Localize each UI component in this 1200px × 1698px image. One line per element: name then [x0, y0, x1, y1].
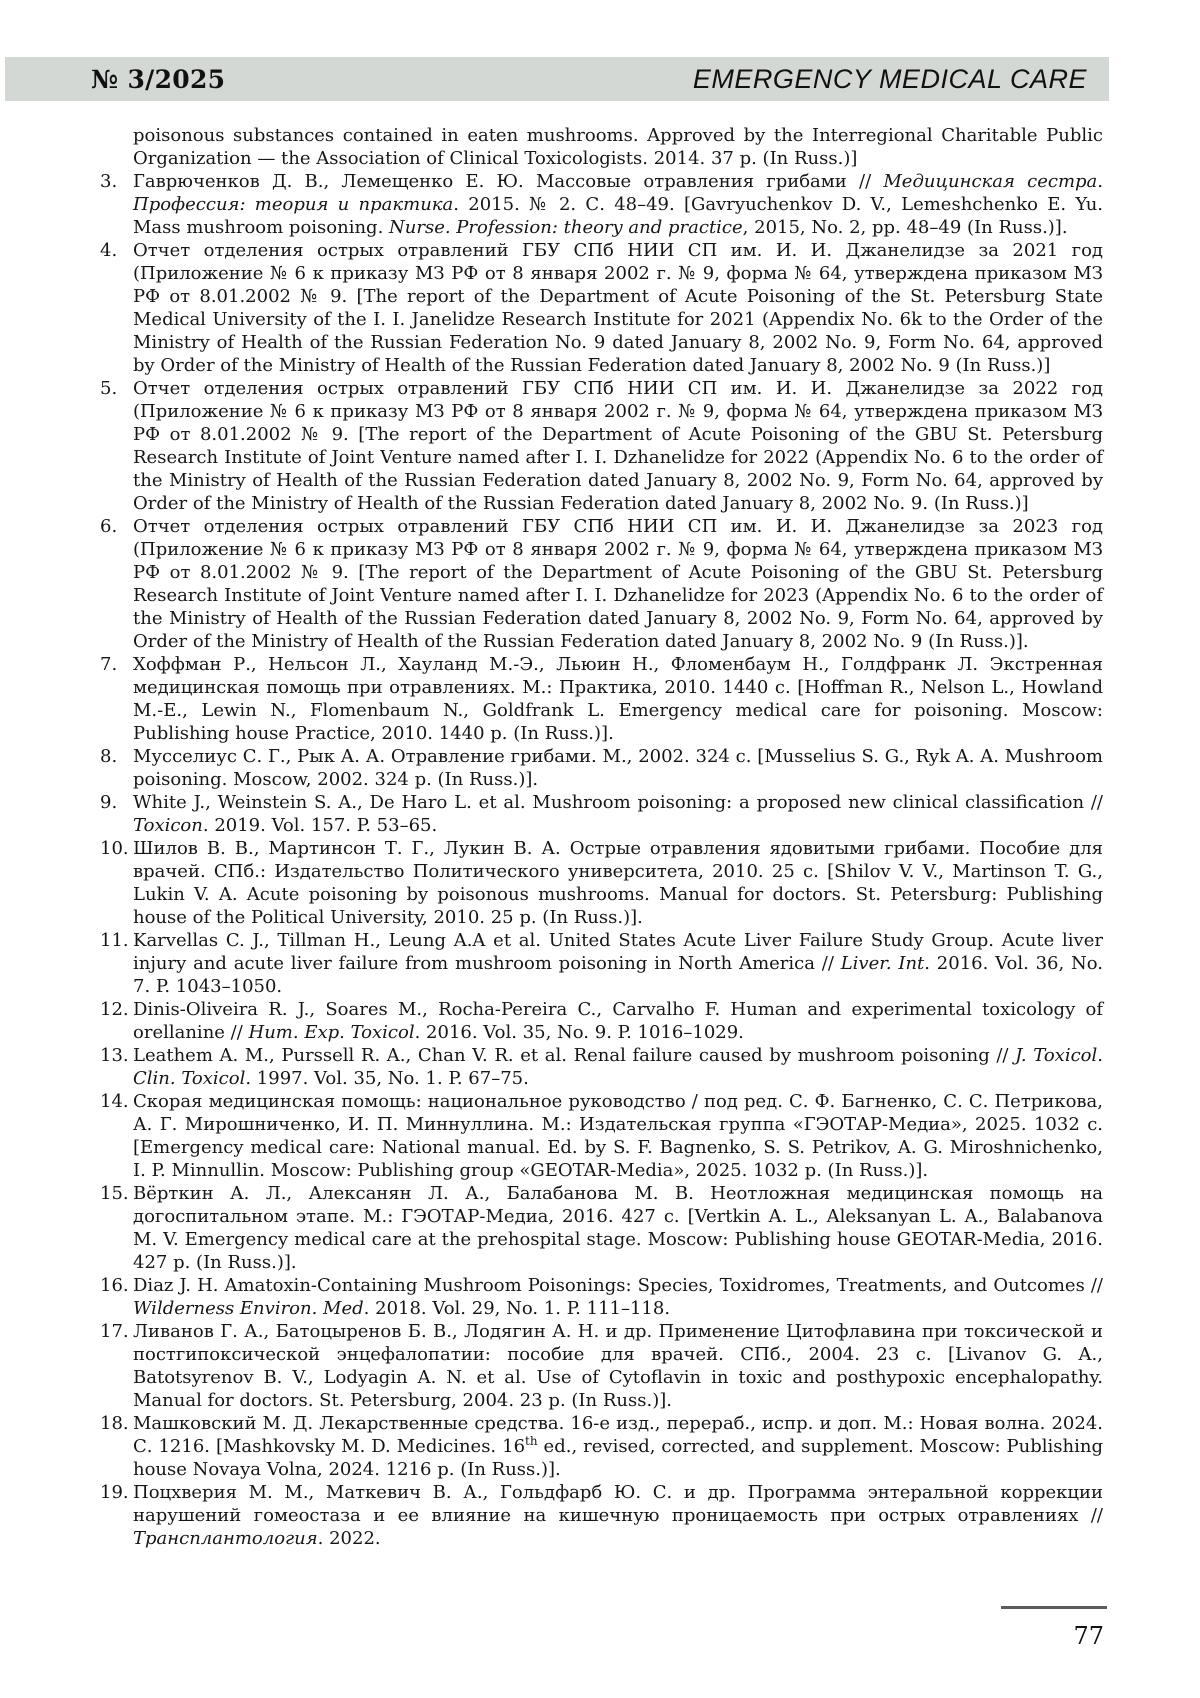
reference-number: 4. [100, 240, 118, 261]
reference-text-run: . 2022. [317, 1528, 381, 1549]
reference-text [133, 1412, 1103, 1481]
reference-text-run: Мусселиус С. Г., Рык А. А. Отравление грибами. М., 2002. 324 с. [Musselius S. G., Ryk A. A. Mushroom poisoning. Moscow, 2002. 324 p. (In Russ.)]. [133, 746, 1103, 790]
reference-number: 10. [100, 838, 129, 859]
reference-number: 11. [100, 930, 129, 951]
reference-text [133, 377, 1103, 515]
reference-text-run: Отчет отделения острых отравлений ГБУ СПб НИИ СП им. И. И. Джанелидзе за 2022 год (Приложение № 6 к приказу МЗ РФ от 8 января 2002 г. № 9, форма № 64, утверждена приказом МЗ РФ от 8.01.2002 № 9. [The report of the Department of Acute Poisoning of the GBU St. Petersburg Research Institute of Joint Venture named after I. I. Dzhanelidze for 2022 (Appendix No. 6 to the order of the Ministry of Health of the Russian Federation dated January 8, 2002 No. 9, Form No. 64, approved by Order of the Ministry of Health of the Russian Federation dated January 8, 2002 No. 9. (In Russ.)] [133, 378, 1103, 514]
reference-text-run: White J., Weinstein S. A., De Haro L. et al. Mushroom poisoning: a proposed new clinical classification // [133, 792, 1103, 813]
reference-text-run: Leathem A. M., Purssell R. A., Chan V. R. et al. Renal failure caused by mushroom poisoning // [133, 1045, 1016, 1066]
reference-number: 9. [100, 792, 118, 813]
reference-number: 15. [100, 1183, 129, 1204]
reference-source-italic: Трансплантология [133, 1528, 318, 1549]
reference-number: 16. [100, 1275, 129, 1296]
reference-text-run: Поцхверия М. М., Маткевич В. А., Гольдфарб Ю. С. и др. Программа энтеральной коррекции нарушений гомеостаза и ее влияние на кишечную проницаемость при острых отравлениях // [133, 1482, 1103, 1526]
reference-source-italic: Liver. Int [840, 953, 925, 974]
page-number: 77 [1073, 1622, 1104, 1650]
reference-source-italic: Toxicon [133, 815, 203, 836]
reference-item [100, 1481, 1103, 1550]
reference-text [133, 1044, 1103, 1090]
reference-text [133, 170, 1103, 239]
reference-item [100, 170, 1103, 239]
reference-source-italic: Wilderness Environ. Med [133, 1298, 364, 1319]
reference-number: 6. [100, 516, 118, 537]
reference-item [100, 929, 1103, 998]
reference-item [100, 837, 1103, 929]
reference-source-italic: Медицинская сестра. Профессия: теория и практика [133, 171, 1104, 215]
reference-item [100, 1274, 1103, 1320]
reference-text-run: Karvellas C. J., Tillman H., Leung A.A et al. United States Acute Liver Failure Study Group. Acute liver injury and acute liver failure from mushroom poisoning in North America // [133, 930, 1103, 974]
reference-item [100, 745, 1103, 791]
reference-text [133, 1481, 1103, 1550]
reference-item [100, 791, 1103, 837]
reference-source-italic: Nurse. Profession: theory and practice [389, 217, 743, 238]
journal-title: EMERGENCY MEDICAL CARE [692, 63, 1087, 94]
reference-text-run: Машковский М. Д. Лекарственные средства. 16-е изд., перераб., испр. и доп. М.: Новая волна. 2024. С. 1216. [Mashkovsky M. D. Medicines. 16 [133, 1413, 1103, 1457]
reference-text-run: . 2016. Vol. 36, No. 7. P. 1043–1050. [133, 953, 1103, 997]
reference-text-run: Ливанов Г. А., Батоцыренов Б. В., Лодягин А. Н. и др. Применение Цитофлавина при токсической и постгипоксической энцефалопатии: пособие для врачей. СПб., 2004. 23 с. [Livanov G. A., Batotsyrenov B. V., Lodyagin A. N. et al. Use of Cytoflavin in toxic and posthypoxic encephalopathy. Manual for doctors. St. Petersburg, 2004. 23 p. (In Russ.)]. [133, 1321, 1103, 1411]
reference-text-run: th [525, 1434, 538, 1448]
reference-text [133, 1182, 1103, 1274]
reference-text [133, 837, 1103, 929]
reference-text-run: ed., revised, corrected, and supplement. Moscow: Publishing house Novaya Volna, 2024. 1216 p. (In Russ.)]. [133, 1436, 1103, 1480]
reference-number: 12. [100, 999, 129, 1020]
reference-text-run: Гаврюченков Д. В., Лемещенко Е. Ю. Массовые отравления грибами // [133, 171, 884, 192]
journal-header-bar [5, 57, 1109, 101]
reference-text [133, 1274, 1103, 1320]
reference-item [100, 1182, 1103, 1274]
reference-source-italic: J. Toxicol. Clin. Toxicol [133, 1045, 1103, 1089]
reference-text-run: . 2019. Vol. 157. P. 53–65. [202, 815, 438, 836]
reference-number: 3. [100, 171, 118, 192]
reference-number: 17. [100, 1321, 129, 1342]
reference-item [100, 239, 1103, 377]
reference-text-run: Отчет отделения острых отравлений ГБУ СПб НИИ СП им. И. И. Джанелидзе за 2023 год (Приложение № 6 к приказу МЗ РФ от 8 января 2002 г. № 9, форма № 64, утверждена приказом МЗ РФ от 8.01.2002 № 9. [The report of the Department of Acute Poisoning of the GBU St. Petersburg Research Institute of Joint Venture named after I. I. Dzhanelidze for 2023 (Appendix No. 6 to the order of the Ministry of Health of the Russian Federation dated January 8, 2002 No. 9, Form No. 64, approved by Order of the Ministry of Health of the Russian Federation dated January 8, 2002 No. 9 (In Russ.)]. [133, 516, 1103, 652]
reference-text [133, 791, 1103, 837]
reference-text-run: Шилов В. В., Мартинсон Т. Г., Лукин В. А. Острые отравления ядовитыми грибами. Пособие для врачей. СПб.: Издательство Политического университета, 2010. 25 с. [Shilov V. V., Martinson T. G., Lukin V. A. Acute poisoning by poisonous mushrooms. Manual for doctors. St. Petersburg: Publishing house of the Political University, 2010. 25 p. (In Russ.)]. [133, 838, 1103, 928]
reference-text-run: . 2015. № 2. С. 48–49. [Gavryuchenkov D. V., Lemeshchenko E. Yu. Mass mushroom poisoning. [133, 194, 1104, 238]
reference-item [100, 1320, 1103, 1412]
reference-text-run: Diaz J. H. Amatoxin-Containing Mushroom Poisonings: Species, Toxidromes, Treatments, and Outcomes // [133, 1275, 1103, 1296]
reference-text-run: . 2018. Vol. 29, No. 1. P. 111–118. [363, 1298, 671, 1319]
reference-text-run: Dinis-Oliveira R. J., Soares M., Rocha-Pereira C., Carvalho F. Human and experimental toxicology of orellanine // [133, 999, 1103, 1043]
reference-text-run: poisonous substances contained in eaten mushrooms. Approved by the Interregional Charitable Public Organization — the Association of Clinical Toxicologists. 2014. 37 p. (In Russ.)] [133, 125, 1103, 169]
reference-list [100, 170, 1103, 1550]
reference-text-run: Хоффман Р., Нельсон Л., Хауланд М.-Э., Льюин Н., Фломенбаум Н., Голдфранк Л. Экстренная медицинская помощь при отравлениях. М.: Практика, 2010. 1440 с. [Hoffman R., Nelson L., Howland M.-E., Lewin N., Flomenbaum N., Goldfrank L. Emergency medical care for poisoning. Moscow: Publishing house Practice, 2010. 1440 p. (In Russ.)]. [133, 654, 1103, 744]
reference-item [100, 1044, 1103, 1090]
references-section [100, 124, 1103, 1550]
reference-source-italic: Hum. Exp. Toxicol [248, 1022, 415, 1043]
reference-number: 18. [100, 1413, 129, 1434]
reference-text [133, 653, 1103, 745]
reference-item [100, 1090, 1103, 1182]
reference-text-run: Скорая медицинская помощь: национальное руководство / под ред. С. Ф. Багненко, С. С. Петрикова, А. Г. Мирошниченко, И. П. Миннуллина. М.: Издательская группа «ГЭОТАР-Медиа», 2025. 1032 с. [Emergency medical care: National manual. Ed. by S. F. Bagnenko, S. S. Petrikov, A. G. Miroshnichenko, I. P. Minnullin. Moscow: Publishing group «GEOTAR-Media», 2025. 1032 p. (In Russ.)]. [133, 1091, 1103, 1181]
reference-number: 14. [100, 1091, 129, 1112]
footer-rule [1001, 1606, 1107, 1609]
reference-text [133, 1320, 1103, 1412]
reference-text [133, 515, 1103, 653]
reference-text-run: Отчет отделения острых отравлений ГБУ СПб НИИ СП им. И. И. Джанелидзе за 2021 год (Приложение № 6 к приказу МЗ РФ от 8 января 2002 г. № 9, форма № 64, утверждена приказом МЗ РФ от 8.01.2002 № 9. [The report of the Department of Acute Poisoning of the St. Petersburg State Medical University of the I. I. Janelidze Research Institute for 2021 (Appendix No. 6k to the Order of the Ministry of Health of the Russian Federation No. 9 dated January 8, 2002 No. 9, Form No. 64, approved by Order of the Ministry of Health of the Russian Federation dated January 8, 2002 No. 9 (In Russ.)] [133, 240, 1103, 376]
reference-text [133, 1090, 1103, 1182]
reference-text [133, 239, 1103, 377]
reference-number: 13. [100, 1045, 129, 1066]
reference-text [133, 929, 1103, 998]
issue-number: № 3/2025 [91, 64, 226, 94]
reference-text-run: , 2015, No. 2, pp. 48–49 (In Russ.)]. [742, 217, 1068, 238]
reference-text-run: Вёрткин А. Л., Алексанян Л. А., Балабанова М. В. Неотложная медицинская помощь на догоспитальном этапе. М.: ГЭОТАР-Медиа, 2016. 427 с. [Vertkin A. L., Aleksanyan L. A., Balabanova M. V. Emergency medical care at the prehospital stage. Moscow: Publishing house GEOTAR-Media, 2016. 427 p. (In Russ.)]. [133, 1183, 1103, 1273]
reference-text-run: . 1997. Vol. 35, No. 1. P. 67–75. [245, 1068, 529, 1089]
reference-text [133, 745, 1103, 791]
reference-number: 8. [100, 746, 118, 767]
reference-continuation [133, 124, 1103, 170]
reference-item [100, 653, 1103, 745]
reference-number: 7. [100, 654, 118, 675]
reference-item [100, 377, 1103, 515]
reference-number: 5. [100, 378, 118, 399]
reference-item [100, 1412, 1103, 1481]
reference-number: 19. [100, 1482, 129, 1503]
reference-text [133, 998, 1103, 1044]
reference-item [100, 515, 1103, 653]
reference-text-run: . 2016. Vol. 35, No. 9. P. 1016–1029. [414, 1022, 744, 1043]
reference-item [100, 998, 1103, 1044]
